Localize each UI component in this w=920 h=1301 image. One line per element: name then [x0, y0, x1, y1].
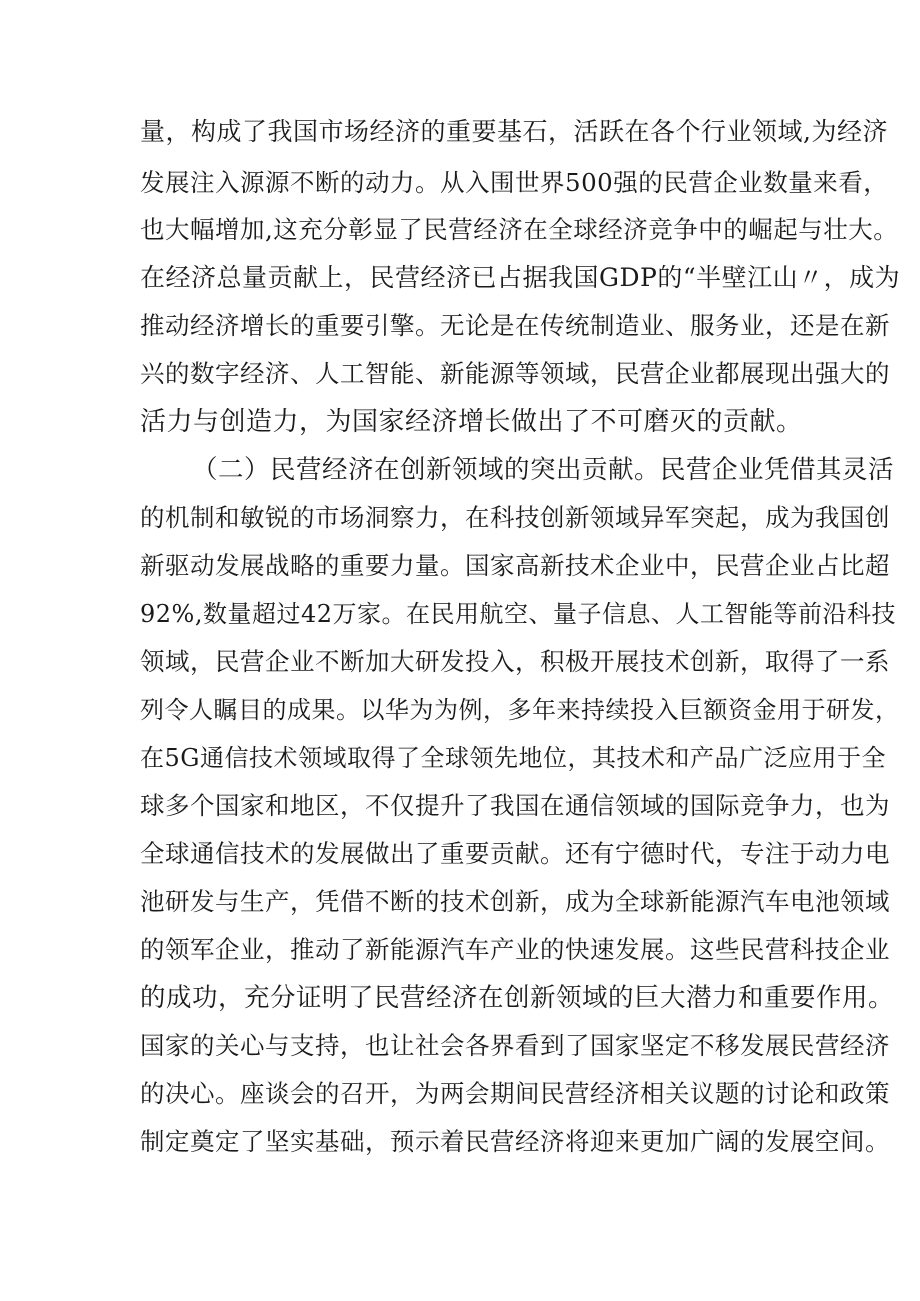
text-line: 在5G通信技术领域取得了全球领先地位，其技术和产品广泛应用于全 [140, 744, 886, 772]
text-line: 球多个国家和地区，不仅提升了我国在通信领域的国际竞争力，也为 [140, 791, 890, 820]
text-line: 领域，民营企业不断加大研发投入，积极开展技术创新，取得了一系 [140, 647, 890, 676]
text-line: 池研发与生产，凭借不断的技术创新，成为全球新能源汽车电池领域 [140, 887, 890, 916]
text-line: 也大幅增加,这充分彰显了民营经济在全球经济竞争中的崛起与壮大。 [140, 215, 899, 244]
text-line: 的决心。座谈会的召开，为两会期间民营经济相关议题的讨论和政策 [140, 1079, 890, 1108]
text-line: 的领军企业，推动了新能源汽车产业的快速发展。这些民营科技企业 [140, 935, 890, 964]
text-line: 92%,数量超过42万家。在民用航空、量子信息、人工智能等前沿科技 [140, 600, 897, 628]
text-line: 量，构成了我国市场经济的重要基石，活跃在各个行业领域,为经济 [140, 117, 888, 146]
text-line: 的成功，充分证明了民营经济在创新领域的巨大潜力和重要作用。 [140, 983, 895, 1013]
text-line: 推动经济增长的重要引擎。无论是在传统制造业、服务业，还是在新 [140, 311, 890, 340]
text-line: 国家的关心与支持，也让社会各界看到了国家坚定不移发展民营经济 [140, 1031, 890, 1060]
text-line: 制定奠定了坚实基础，预示着民营经济将迎来更加广阔的发展空间。 [140, 1127, 890, 1156]
text-line: 在经济总量贡献上，民营经济已占据我国GDP的“半壁江山〃，成为 [140, 263, 901, 292]
text-line: 发展注入源源不断的动力。从入围世界500强的民营企业数量来看， [140, 168, 889, 197]
text-line: 兴的数字经济、人工智能、新能源等领域，民营企业都展现出强大的 [140, 359, 890, 388]
section-heading-line: （二）民营经济在创新领域的突出贡献。民营企业凭借其灵活 [192, 455, 895, 485]
text-line: 新驱动发展战略的重要力量。国家高新技术企业中，民营企业占比超 [140, 551, 890, 580]
text-line: 列令人瞩目的成果。以华为为例，多年来持续投入巨额资金用于研发， [140, 696, 900, 724]
text-line: 全球通信技术的发展做出了重要贡献。还有宁德时代，专注于动力电 [140, 839, 890, 868]
text-line: 活力与创造力，为国家经济增长做出了不可磨灭的贡献。 [140, 407, 803, 437]
text-line: 的机制和敏锐的市场洞察力，在科技创新领域异军突起，成为我国创 [140, 503, 890, 532]
